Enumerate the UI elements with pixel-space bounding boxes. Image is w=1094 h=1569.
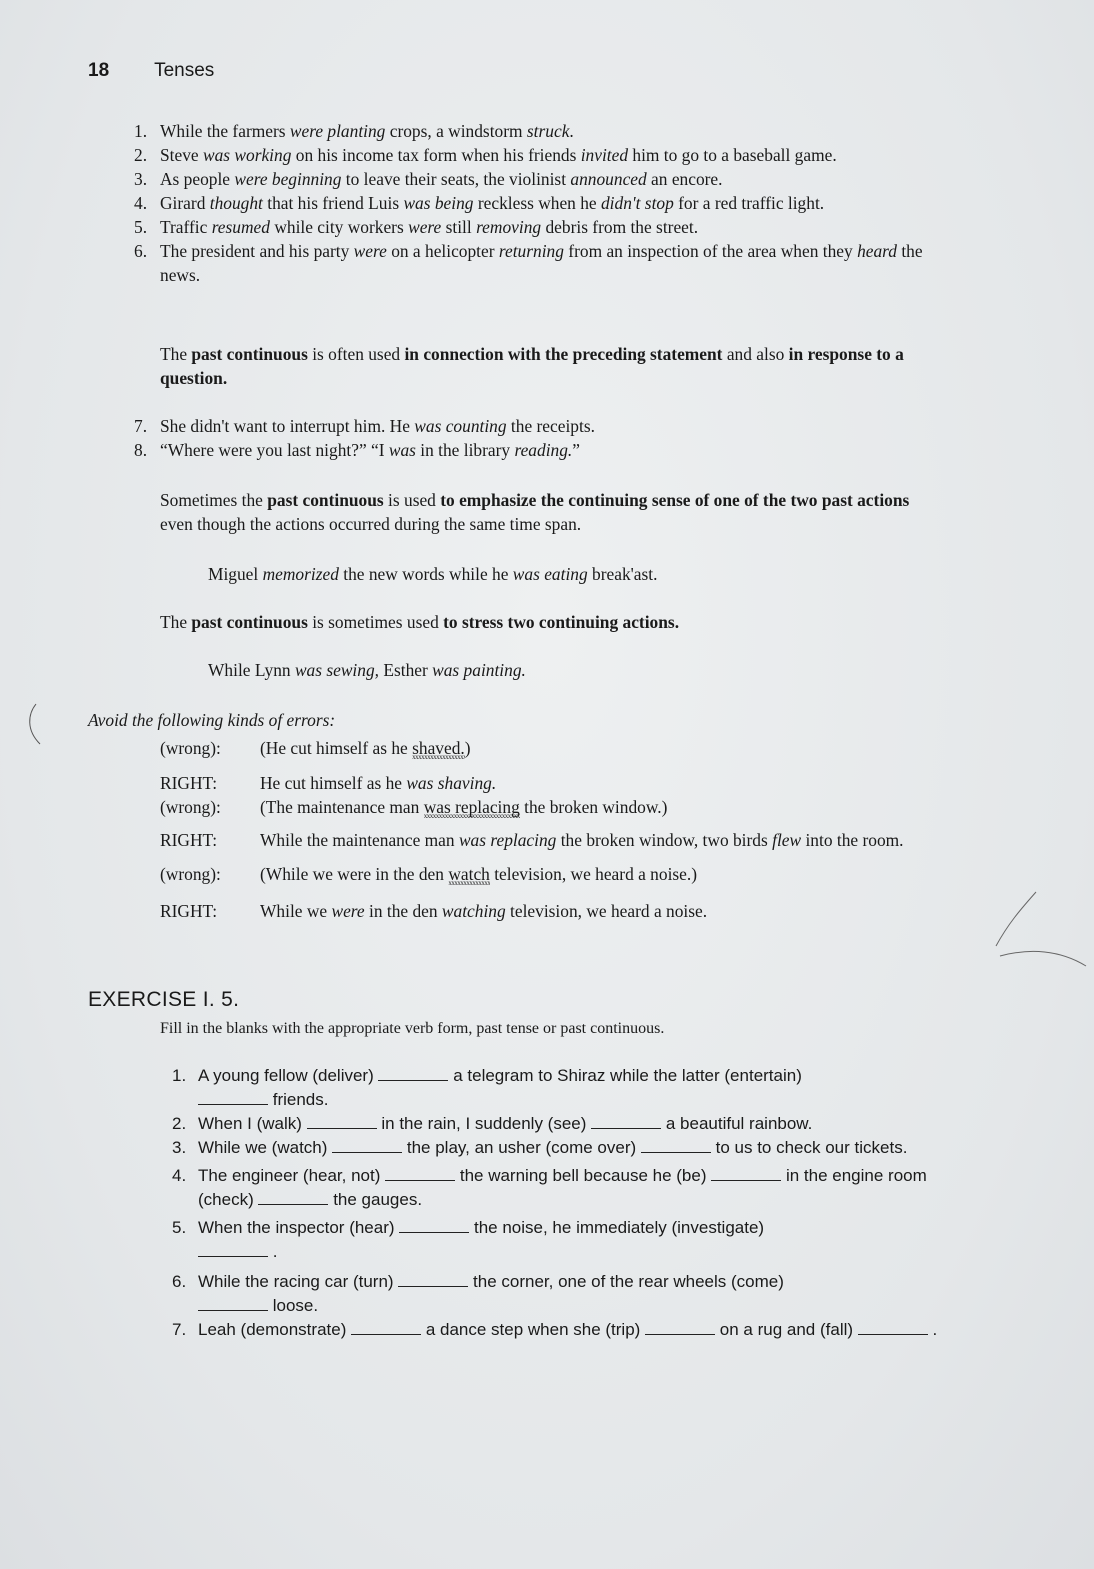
example-sentence-1: Miguel memorized the new words while he was eating break'ast.	[208, 564, 658, 584]
list-item: 4. Girard thought that his friend Luis was being reckless when he didn't stop for a red traffic light.	[134, 193, 825, 213]
page-number: 18	[88, 60, 110, 81]
list-item: 5. Traffic resumed while city workers were still removing debris from the street.	[134, 217, 699, 237]
page-header	[88, 60, 214, 82]
error-row: RIGHT: While we were in the den watching television, we heard a noise.	[160, 901, 708, 921]
margin-mark-icon	[990, 890, 1090, 970]
list-item: 6. The president and his party were on a helicopter returning from an inspection of the area when they heard the news.	[134, 241, 923, 285]
exercise-item-7: 7. Leah (demonstrate) a dance step when she (trip) on a rug and (fall) .	[172, 1320, 938, 1339]
exercise-item-2: 2. When I (walk) in the rain, I suddenly (see) a beautiful rainbow.	[172, 1114, 813, 1133]
exercise-title: EXERCISE I. 5.	[88, 988, 240, 1011]
rule-paragraph-3: The past continuous is sometimes used to stress two continuing actions.	[160, 612, 680, 632]
error-row: (wrong): (While we were in the den watch xxxxxxxxxxxxxxxxxxxxxxxxxxxxxxxxxxxxxxxxxxxxxxxx television, we heard a noise.)	[88, 862, 1040, 886]
exercise-item-5: 5. When the inspector (hear) the noise, he immediately (investigate) .	[172, 1218, 765, 1261]
answer-blank[interactable]	[398, 1272, 468, 1287]
list-item: 1. While the farmers were planting crops, a windstorm struck.	[134, 121, 574, 141]
exercise-list	[172, 1064, 942, 1342]
error-row: RIGHT: He cut himself as he was shaving.	[160, 773, 497, 793]
answer-blank[interactable]	[198, 1090, 268, 1105]
rule-paragraph-1: The past continuous is often used in connection with the preceding statement and also in response to a question.	[160, 344, 904, 388]
rule-paragraph-2: Sometimes the past continuous is used to emphasize the continuing sense of one of the two past actions even though the actions occurred during the same time span.	[160, 490, 910, 534]
error-row: (wrong): (He cut himself as he shaved. xxxxxxxxxxxxxxxxxxxxxxxxxxxxxxxxxxxxxxxxxxxxxxxx)	[88, 736, 1040, 760]
example-list-2	[134, 414, 942, 462]
exercise-item-6: 6. While the racing car (turn) the corner, one of the rear wheels (come) loose.	[172, 1272, 784, 1315]
answer-blank[interactable]	[332, 1138, 402, 1153]
error-row: (wrong): (The maintenance man was replacing xxxxxxxxxxxxxxxxxxxxxxxxxxxxxxxxxxxxxxxxxxxxxxxx the broken window.)	[88, 795, 1040, 819]
errors-intro: Avoid the following kinds of errors:	[88, 710, 336, 730]
answer-blank[interactable]	[858, 1320, 928, 1335]
answer-blank[interactable]	[307, 1114, 377, 1129]
common-errors-section	[88, 708, 1040, 923]
section-title: Tenses	[154, 60, 215, 81]
answer-blank[interactable]	[711, 1166, 781, 1181]
example-list-1	[134, 119, 942, 287]
list-item: 7. She didn't want to interrupt him. He was counting the receipts.	[134, 416, 595, 436]
answer-blank[interactable]	[258, 1190, 328, 1205]
list-item: 8. “Where were you last night?” “I was in the library reading.”	[134, 440, 581, 460]
exercise-item-1: 1. A young fellow (deliver) a telegram to Shiraz while the latter (entertain) friends.	[172, 1066, 802, 1109]
answer-blank[interactable]	[591, 1114, 661, 1129]
example-sentence-2: While Lynn was sewing, Esther was painting.	[208, 660, 526, 680]
answer-blank[interactable]	[641, 1138, 711, 1153]
answer-blank[interactable]	[385, 1166, 455, 1181]
exercise-instructions: Fill in the blanks with the appropriate verb form, past tense or past continuous.	[160, 1020, 665, 1037]
list-item: 2. Steve was working on his income tax form when his friends invited him to go to a baseball game.	[134, 145, 837, 165]
answer-blank[interactable]	[198, 1296, 268, 1311]
answer-blank[interactable]	[198, 1242, 268, 1257]
list-item-text: While the farmers were planting crops, a windstorm struck.	[160, 121, 574, 141]
error-row: RIGHT: While the maintenance man was replacing the broken window, two birds flew into the room.	[160, 830, 904, 850]
answer-blank[interactable]	[399, 1218, 469, 1233]
answer-blank[interactable]	[645, 1320, 715, 1335]
answer-blank[interactable]	[378, 1066, 448, 1081]
exercise-item-4: 4. The engineer (hear, not) the warning bell because he (be) in the engine room (check) the gauges.	[172, 1166, 927, 1209]
exercise-item-3: 3. While we (watch) the play, an usher (come over) to us to check our tickets.	[172, 1138, 908, 1157]
margin-mark-icon	[14, 700, 44, 750]
list-item: 3. As people were beginning to leave their seats, the violinist announced an encore.	[134, 169, 723, 189]
answer-blank[interactable]	[351, 1320, 421, 1335]
